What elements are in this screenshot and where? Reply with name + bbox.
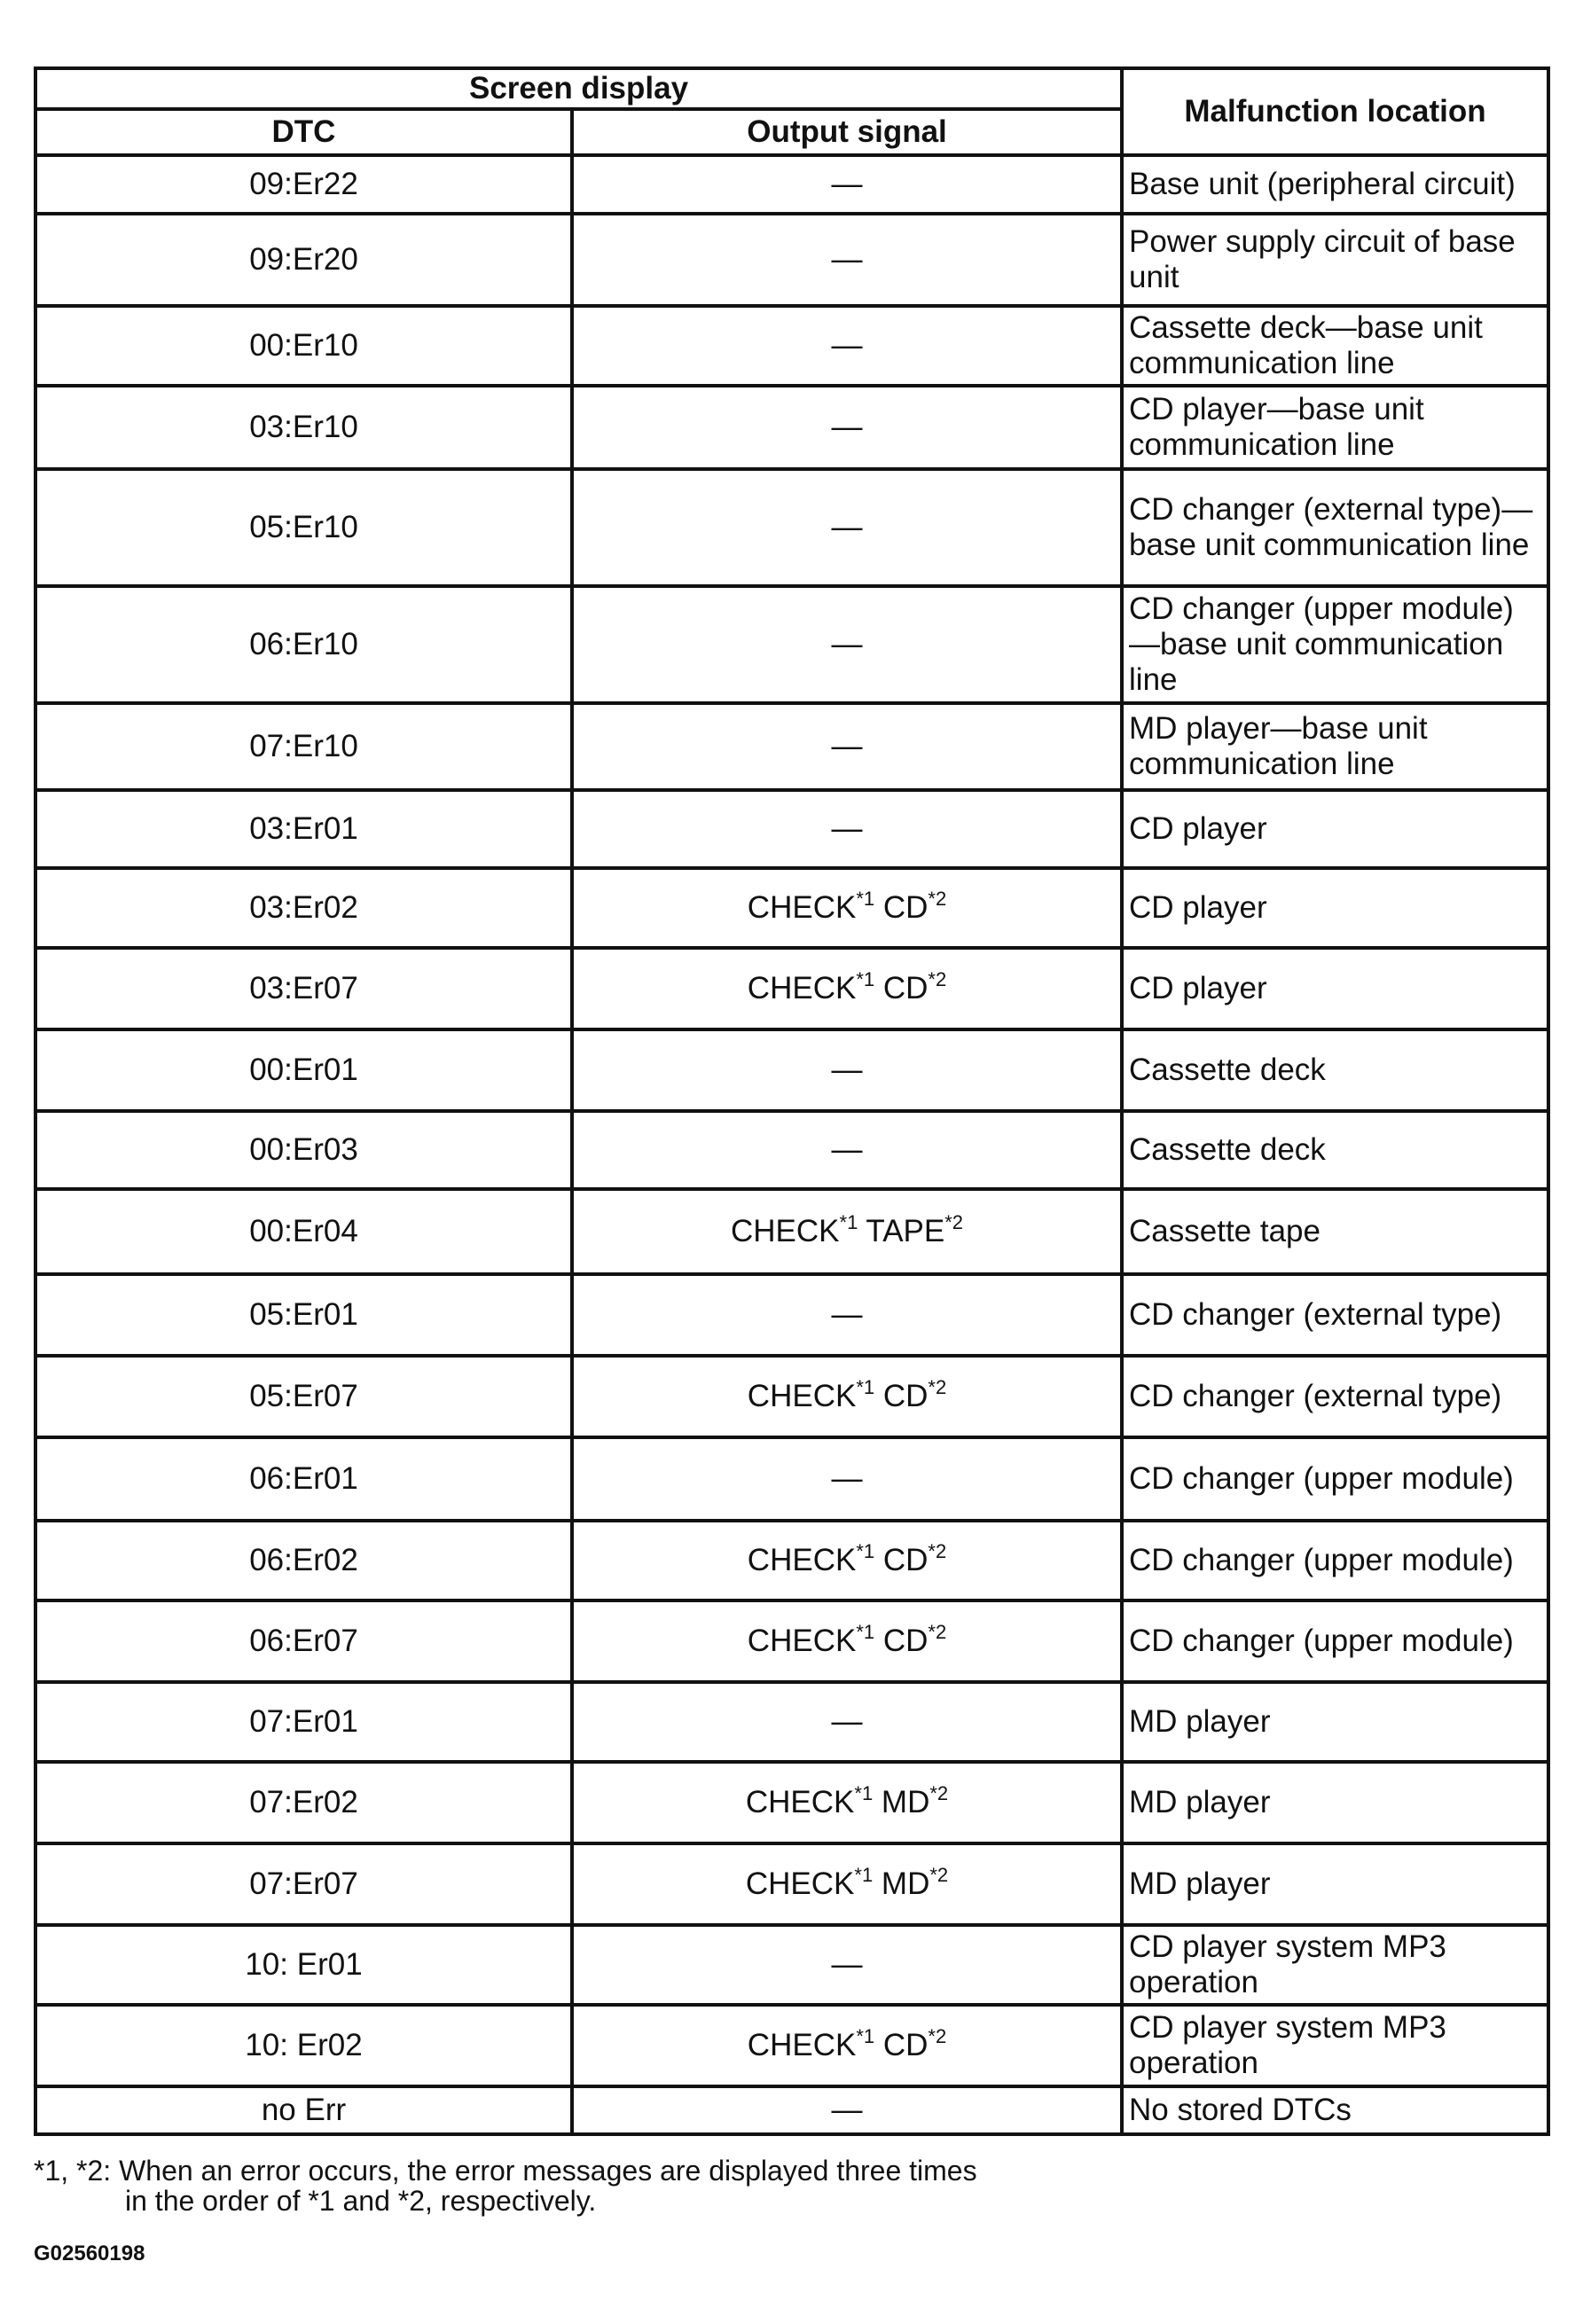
malfunction-location: MD player—base unit communication line — [1122, 703, 1548, 790]
dtc-code: 03:Er10 — [35, 386, 572, 469]
output-signal — [572, 469, 1122, 586]
signal-check-sup: *1 — [856, 1375, 875, 1398]
signal-item-text: CD — [882, 1542, 929, 1577]
output-signal — [572, 386, 1122, 469]
signal-check-text: CHECK — [747, 1378, 857, 1413]
malfunction-location: Power supply circuit of base unit — [1122, 214, 1548, 306]
dtc-code: 05:Er10 — [35, 469, 572, 586]
signal-check-sup: *1 — [856, 887, 875, 910]
signal-item-text: — — [831, 327, 863, 363]
signal-check-text: CHECK — [745, 1784, 855, 1819]
header-output-signal: Output signal — [572, 109, 1122, 155]
signal-check-sup: *1 — [856, 1539, 875, 1562]
signal-item-text: — — [831, 1052, 863, 1087]
dtc-code: 07:Er10 — [35, 703, 572, 790]
table-row — [35, 1843, 1548, 1925]
table-row — [35, 386, 1548, 469]
header-row-group — [35, 68, 1548, 109]
table-row — [35, 214, 1548, 306]
malfunction-location: CD player—base unit communication line — [1122, 386, 1548, 469]
dtc-code: 06:Er02 — [35, 1521, 572, 1600]
output-signal — [572, 1356, 1122, 1437]
dtc-code: 00:Er10 — [35, 306, 572, 386]
malfunction-location: CD changer (external type) — [1122, 1356, 1548, 1437]
dtc-code: 05:Er07 — [35, 1356, 572, 1437]
signal-item-text: TAPE — [866, 1213, 945, 1248]
table-row — [35, 703, 1548, 790]
footnote-line-2: in the order of *1 and *2, respectively. — [125, 2184, 597, 2217]
table-row — [35, 790, 1548, 868]
malfunction-location: CD player — [1122, 948, 1548, 1029]
table-row — [35, 1356, 1548, 1437]
table-row — [35, 155, 1548, 214]
dtc-code: 06:Er01 — [35, 1437, 572, 1521]
signal-item-sup: *2 — [928, 1539, 947, 1562]
output-signal — [572, 1521, 1122, 1600]
signal-item-text: — — [831, 166, 863, 201]
signal-item-text: — — [831, 1460, 863, 1496]
dtc-code: no Err — [35, 2086, 572, 2134]
table-row — [35, 586, 1548, 703]
dtc-code: 03:Er02 — [35, 868, 572, 948]
table-body — [35, 155, 1548, 2134]
malfunction-location: CD player system MP3 operation — [1122, 1925, 1548, 2005]
table-row — [35, 1762, 1548, 1843]
signal-check-text: CHECK — [747, 1542, 857, 1577]
signal-item-sup: *2 — [928, 1375, 947, 1398]
table-row — [35, 1274, 1548, 1356]
signal-item-sup: *2 — [944, 1210, 964, 1233]
signal-check-text: CHECK — [747, 889, 857, 925]
signal-item-sup: *2 — [928, 967, 947, 990]
signal-item-sup: *2 — [928, 2024, 947, 2047]
table-row — [35, 469, 1548, 586]
signal-check-text: CHECK — [747, 2027, 857, 2062]
signal-check-sup: *1 — [856, 2024, 875, 2047]
dtc-code: 07:Er07 — [35, 1843, 572, 1925]
signal-item-text: CD — [882, 970, 929, 1006]
malfunction-location: CD player system MP3 operation — [1122, 2005, 1548, 2086]
signal-item-text: — — [831, 810, 863, 846]
figure-id: G02560198 — [34, 2242, 145, 2265]
signal-item-text: CD — [882, 1378, 929, 1413]
signal-item-text: — — [831, 509, 863, 544]
output-signal — [572, 868, 1122, 948]
malfunction-location: No stored DTCs — [1122, 2086, 1548, 2134]
dtc-code: 07:Er01 — [35, 1682, 572, 1762]
signal-item-text: MD — [881, 1784, 930, 1819]
malfunction-location: CD changer (external type) — [1122, 1274, 1548, 1356]
signal-check-sup: *1 — [856, 1620, 875, 1643]
signal-check-text: CHECK — [730, 1213, 840, 1248]
signal-item-text: CD — [882, 2027, 929, 2062]
signal-item-text: CD — [882, 889, 929, 925]
dtc-table — [34, 67, 1550, 2136]
output-signal — [572, 1600, 1122, 1682]
signal-item-sup: *2 — [928, 1620, 947, 1643]
dtc-code: 03:Er01 — [35, 790, 572, 868]
signal-check-sup: *1 — [854, 1781, 874, 1804]
malfunction-location: CD player — [1122, 790, 1548, 868]
table-row — [35, 306, 1548, 386]
table-row — [35, 1111, 1548, 1189]
signal-item-sup: *2 — [928, 887, 947, 910]
signal-item-text: — — [831, 1946, 863, 1982]
malfunction-location: CD changer (upper module) — [1122, 1437, 1548, 1521]
output-signal — [572, 586, 1122, 703]
table-row — [35, 1029, 1548, 1111]
signal-check-text: CHECK — [747, 1623, 857, 1658]
footnote — [34, 2156, 977, 2216]
dtc-code: 09:Er20 — [35, 214, 572, 306]
signal-check-text: CHECK — [745, 1866, 855, 1901]
malfunction-location: Cassette deck — [1122, 1029, 1548, 1111]
output-signal — [572, 2005, 1122, 2086]
malfunction-location: MD player — [1122, 1762, 1548, 1843]
signal-item-text: CD — [882, 1623, 929, 1658]
output-signal — [572, 948, 1122, 1029]
table-row — [35, 868, 1548, 948]
header-dtc: DTC — [35, 109, 572, 155]
table-row — [35, 2005, 1548, 2086]
output-signal — [572, 1682, 1122, 1762]
dtc-code: 10: Er01 — [35, 1925, 572, 2005]
dtc-code: 07:Er02 — [35, 1762, 572, 1843]
malfunction-location: Cassette deck — [1122, 1111, 1548, 1189]
output-signal — [572, 1437, 1122, 1521]
signal-item-text: — — [831, 1131, 863, 1167]
table-row — [35, 948, 1548, 1029]
dtc-code: 10: Er02 — [35, 2005, 572, 2086]
signal-check-text: CHECK — [747, 970, 857, 1006]
malfunction-location: CD changer (external type)—base unit communication line — [1122, 469, 1548, 586]
output-signal — [572, 155, 1122, 214]
table-row — [35, 2086, 1548, 2134]
output-signal — [572, 1189, 1122, 1274]
output-signal — [572, 703, 1122, 790]
header-screen-display: Screen display — [35, 68, 1122, 109]
dtc-code: 00:Er01 — [35, 1029, 572, 1111]
table-row — [35, 1600, 1548, 1682]
dtc-code: 06:Er10 — [35, 586, 572, 703]
signal-item-text: — — [831, 409, 863, 444]
output-signal — [572, 214, 1122, 306]
dtc-code: 00:Er04 — [35, 1189, 572, 1274]
output-signal — [572, 1925, 1122, 2005]
table-row — [35, 1521, 1548, 1600]
signal-item-sup: *2 — [929, 1863, 949, 1886]
signal-item-text: — — [831, 1296, 863, 1332]
dtc-code: 05:Er01 — [35, 1274, 572, 1356]
signal-item-text: MD — [881, 1866, 930, 1901]
signal-item-text: — — [831, 1703, 863, 1739]
malfunction-location: MD player — [1122, 1843, 1548, 1925]
table-row — [35, 1437, 1548, 1521]
signal-check-sup: *1 — [856, 967, 875, 990]
dtc-code: 09:Er22 — [35, 155, 572, 214]
dtc-code: 03:Er07 — [35, 948, 572, 1029]
output-signal — [572, 790, 1122, 868]
output-signal — [572, 1029, 1122, 1111]
signal-item-text: — — [831, 241, 863, 277]
malfunction-location: CD changer (upper module)—base unit communication line — [1122, 586, 1548, 703]
malfunction-location: CD changer (upper module) — [1122, 1521, 1548, 1600]
malfunction-location: CD changer (upper module) — [1122, 1600, 1548, 1682]
output-signal — [572, 306, 1122, 386]
signal-check-sup: *1 — [839, 1210, 858, 1233]
signal-item-text: — — [831, 626, 863, 661]
table-row — [35, 1189, 1548, 1274]
signal-check-sup: *1 — [854, 1863, 874, 1886]
malfunction-location: Base unit (peripheral circuit) — [1122, 155, 1548, 214]
header-malfunction-location: Malfunction location — [1122, 68, 1548, 155]
table-row — [35, 1682, 1548, 1762]
output-signal — [572, 2086, 1122, 2134]
signal-item-text: — — [831, 728, 863, 763]
malfunction-location: Cassette tape — [1122, 1189, 1548, 1274]
output-signal — [572, 1274, 1122, 1356]
signal-item-text: — — [831, 2092, 863, 2127]
malfunction-location: Cassette deck—base unit communication line — [1122, 306, 1548, 386]
dtc-code: 06:Er07 — [35, 1600, 572, 1682]
dtc-code: 00:Er03 — [35, 1111, 572, 1189]
malfunction-location: MD player — [1122, 1682, 1548, 1762]
malfunction-location: CD player — [1122, 868, 1548, 948]
table-row — [35, 1925, 1548, 2005]
output-signal — [572, 1111, 1122, 1189]
output-signal — [572, 1843, 1122, 1925]
footnote-line-1: *1, *2: When an error occurs, the error messages are displayed three times — [34, 2155, 977, 2187]
signal-item-sup: *2 — [929, 1781, 949, 1804]
output-signal — [572, 1762, 1122, 1843]
